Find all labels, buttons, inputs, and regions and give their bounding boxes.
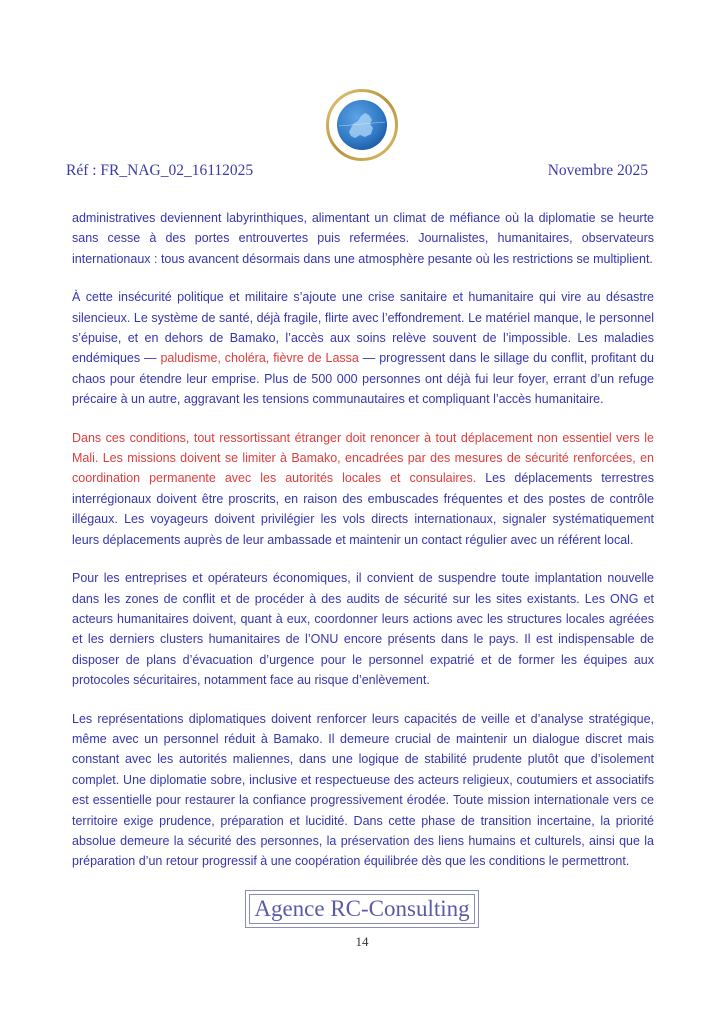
agency-footer-box (245, 890, 479, 928)
agency-name: Agence RC-Consulting (249, 894, 475, 924)
paragraph (72, 208, 654, 269)
document-header (66, 162, 648, 188)
page-number: 14 (355, 933, 369, 949)
document-date: Novembre 2025 (547, 162, 648, 179)
document-body (72, 208, 654, 872)
paragraph-text: — progressent dans le sillage du conflit, profitant du chaos pour étendre leur emprise. Plus de 500 000 personnes ont déjà fui leur foyer, errant d’un refuge précaire à un autre, aggravant les tensions communautaires et compliquant l’accès humanitaire. (72, 351, 654, 407)
logo-container (0, 88, 724, 162)
paragraph (72, 568, 654, 690)
paragraph-text: Les représentations diplomatiques doivent renforcer leurs capacités de veille et d’analyse stratégique, même avec un personnel réduit à Bamako. Il demeure crucial de maintenir un dialogue discret mais constant avec les autorités maliennes, dans une logique de stabilité prudente plutôt que d’isolement complet. Une diplomatie sobre, inclusive et respectueuse des acteurs religieux, coutumiers et associatifs est essentielle pour restaurer la confiance progressivement érodée. Toute mission internationale vers ce territoire exige prudence, préparation et lucidité. Dans cette phase de transition incertaine, la priorité absolue demeure la sécurité des personnes, la préservation des liens humains et culturels, ainsi que la préparation d’un retour progressif à une coopération équilibrée dès que les conditions le permettront. (72, 711, 654, 869)
paragraph-text: Pour les entreprises et opérateurs économiques, il convient de suspendre toute implantation nouvelle dans les zones de conflit et de procéder à des audits de sécurité sur les sites existants. Les ONG et acteurs humanitaires doivent, quant à eux, coordonner leurs actions avec les structures locales agréées et les derniers clusters humanitaires de l’ONU encore présents dans le pays. Il est indispensable de disposer de plans d’évacuation d’urgence pour le personnel expatrié et de former les équipes aux protocoles sécuritaires, notamment face au risque d’enlèvement. (72, 571, 654, 688)
document-footer (0, 890, 724, 970)
europe-globe-logo-icon (325, 88, 399, 162)
document-reference: Réf : FR_NAG_02_16112025 (66, 162, 254, 179)
paragraph-text: Les déplacements terrestres interrégionaux doivent être proscrits, en raison des embuscades fréquentes et des postes de contrôle illégaux. Les voyageurs doivent privilégier les vols directs internationaux, signaler systématiquement leurs déplacements auprès de leur ambassade et maintenir un contact régulier avec un référent local. (72, 471, 654, 547)
paragraph-text: À cette insécurité politique et militaire s’ajoute une crise sanitaire et humanitaire qui vire au désastre silencieux. Le système de santé, déjà fragile, flirte avec l’effondrement. Le matériel manque, le personnel s’épuise, et en dehors de Bamako, l’accès aux soins relève souvent de l’impossible. Les maladies endémiques — (72, 290, 654, 366)
paragraph-text: administratives deviennent labyrinthiques, alimentant un climat de méfiance où la diplomatie se heurte sans cesse à des portes entrouvertes puis refermées. Journalistes, humanitaires, observateurs internationaux : tous avancent désormais dans une atmosphère pesante où les restrictions se multiplient. (72, 211, 654, 266)
paragraph (72, 428, 654, 550)
highlighted-diseases: paludisme, choléra, fièvre de Lassa (160, 351, 359, 366)
travel-warning: Dans ces conditions, tout ressortissant étranger doit renoncer à tout déplacement non essentiel vers le Mali. Les missions doivent se limiter à Bamako, encadrées par des mesures de sécurité renforcées, en coordination permanente avec les autorités locales et consulaires. (72, 430, 654, 486)
paragraph (72, 287, 654, 409)
paragraph (72, 709, 654, 872)
